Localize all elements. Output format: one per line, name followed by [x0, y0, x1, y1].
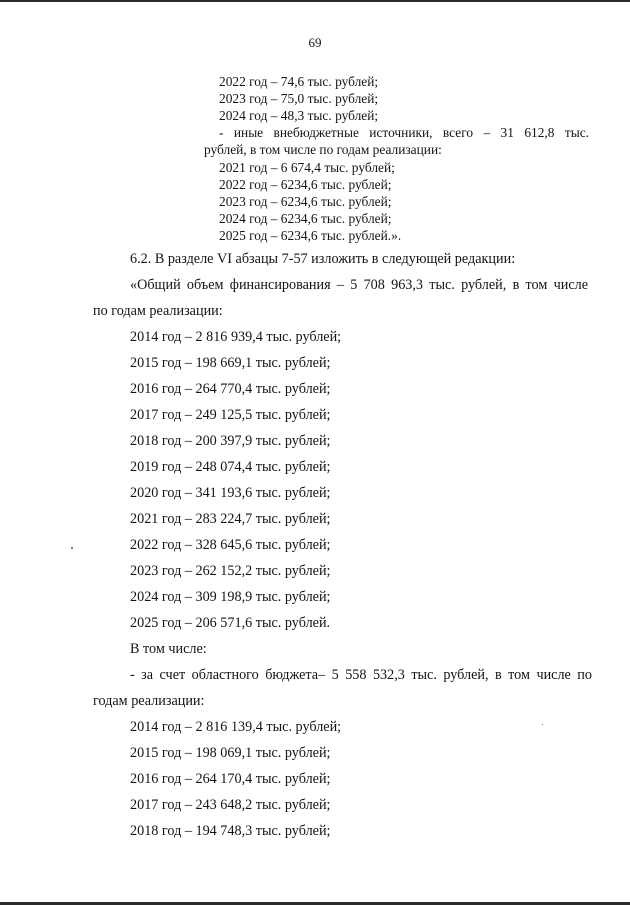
list-item: 2025 год – 6234,6 тыс. рублей.».: [219, 228, 402, 243]
list-item: 2024 год – 48,3 тыс. рублей;: [219, 108, 379, 123]
list-item: 2024 год – 309 198,9 тыс. рублей;: [130, 589, 331, 605]
list-item: 2024 год – 6234,6 тыс. рублей;: [219, 211, 392, 226]
list-item: 2022 год – 74,6 тыс. рублей;: [219, 74, 379, 89]
list-item: 2016 год – 264 170,4 тыс. рублей;: [130, 771, 331, 787]
list-item: 2023 год – 75,0 тыс. рублей;: [219, 91, 379, 106]
list-item: 2025 год – 206 571,6 тыс. рублей.: [130, 615, 331, 631]
page-number: 69: [308, 35, 322, 50]
list-item: 2015 год – 198 069,1 тыс. рублей;: [130, 745, 331, 761]
paragraph-line: годам реализации:: [93, 693, 205, 709]
list-item: 2018 год – 194 748,3 тыс. рублей;: [130, 823, 331, 839]
list-item: 2022 год – 328 645,6 тыс. рублей;: [130, 537, 331, 553]
list-item: 2015 год – 198 669,1 тыс. рублей;: [130, 355, 331, 371]
list-item: 2023 год – 6234,6 тыс. рублей;: [219, 194, 392, 209]
scan-top-edge: [0, 0, 630, 2]
paragraph-line: по годам реализации:: [93, 303, 223, 319]
scan-speck: [71, 547, 73, 549]
list-item: 2021 год – 283 224,7 тыс. рублей;: [130, 511, 331, 527]
list-item: 2021 год – 6 674,4 тыс. рублей;: [219, 160, 395, 175]
list-item: 2023 год – 262 152,2 тыс. рублей;: [130, 563, 331, 579]
list-item: 2016 год – 264 770,4 тыс. рублей;: [130, 381, 331, 397]
scan-speck: [542, 724, 543, 725]
list-item: 2014 год – 2 816 139,4 тыс. рублей;: [130, 719, 342, 735]
list-item: 2019 год – 248 074,4 тыс. рублей;: [130, 459, 331, 475]
list-item: 2018 год – 200 397,9 тыс. рублей;: [130, 433, 331, 449]
including-label: В том числе:: [130, 641, 207, 657]
paragraph-line: «Общий объем финансирования – 5 708 963,3 тыс. рублей, в том числе: [130, 277, 588, 293]
list-item: 2022 год – 6234,6 тыс. рублей;: [219, 177, 392, 192]
paragraph-line: - иные внебюджетные источники, всего – 31 612,8 тыс.: [219, 125, 589, 140]
list-item: 2017 год – 243 648,2 тыс. рублей;: [130, 797, 331, 813]
list-item: 2017 год – 249 125,5 тыс. рублей;: [130, 407, 331, 423]
paragraph-line: - за счет областного бюджета– 5 558 532,3 тыс. рублей, в том числе по: [130, 667, 592, 683]
amendment-heading: 6.2. В разделе VI абзацы 7-57 изложить в следующей редакции:: [130, 251, 516, 267]
list-item: 2014 год – 2 816 939,4 тыс. рублей;: [130, 329, 342, 345]
paragraph-line: рублей, в том числе по годам реализации:: [204, 142, 442, 157]
list-item: 2020 год – 341 193,6 тыс. рублей;: [130, 485, 331, 501]
